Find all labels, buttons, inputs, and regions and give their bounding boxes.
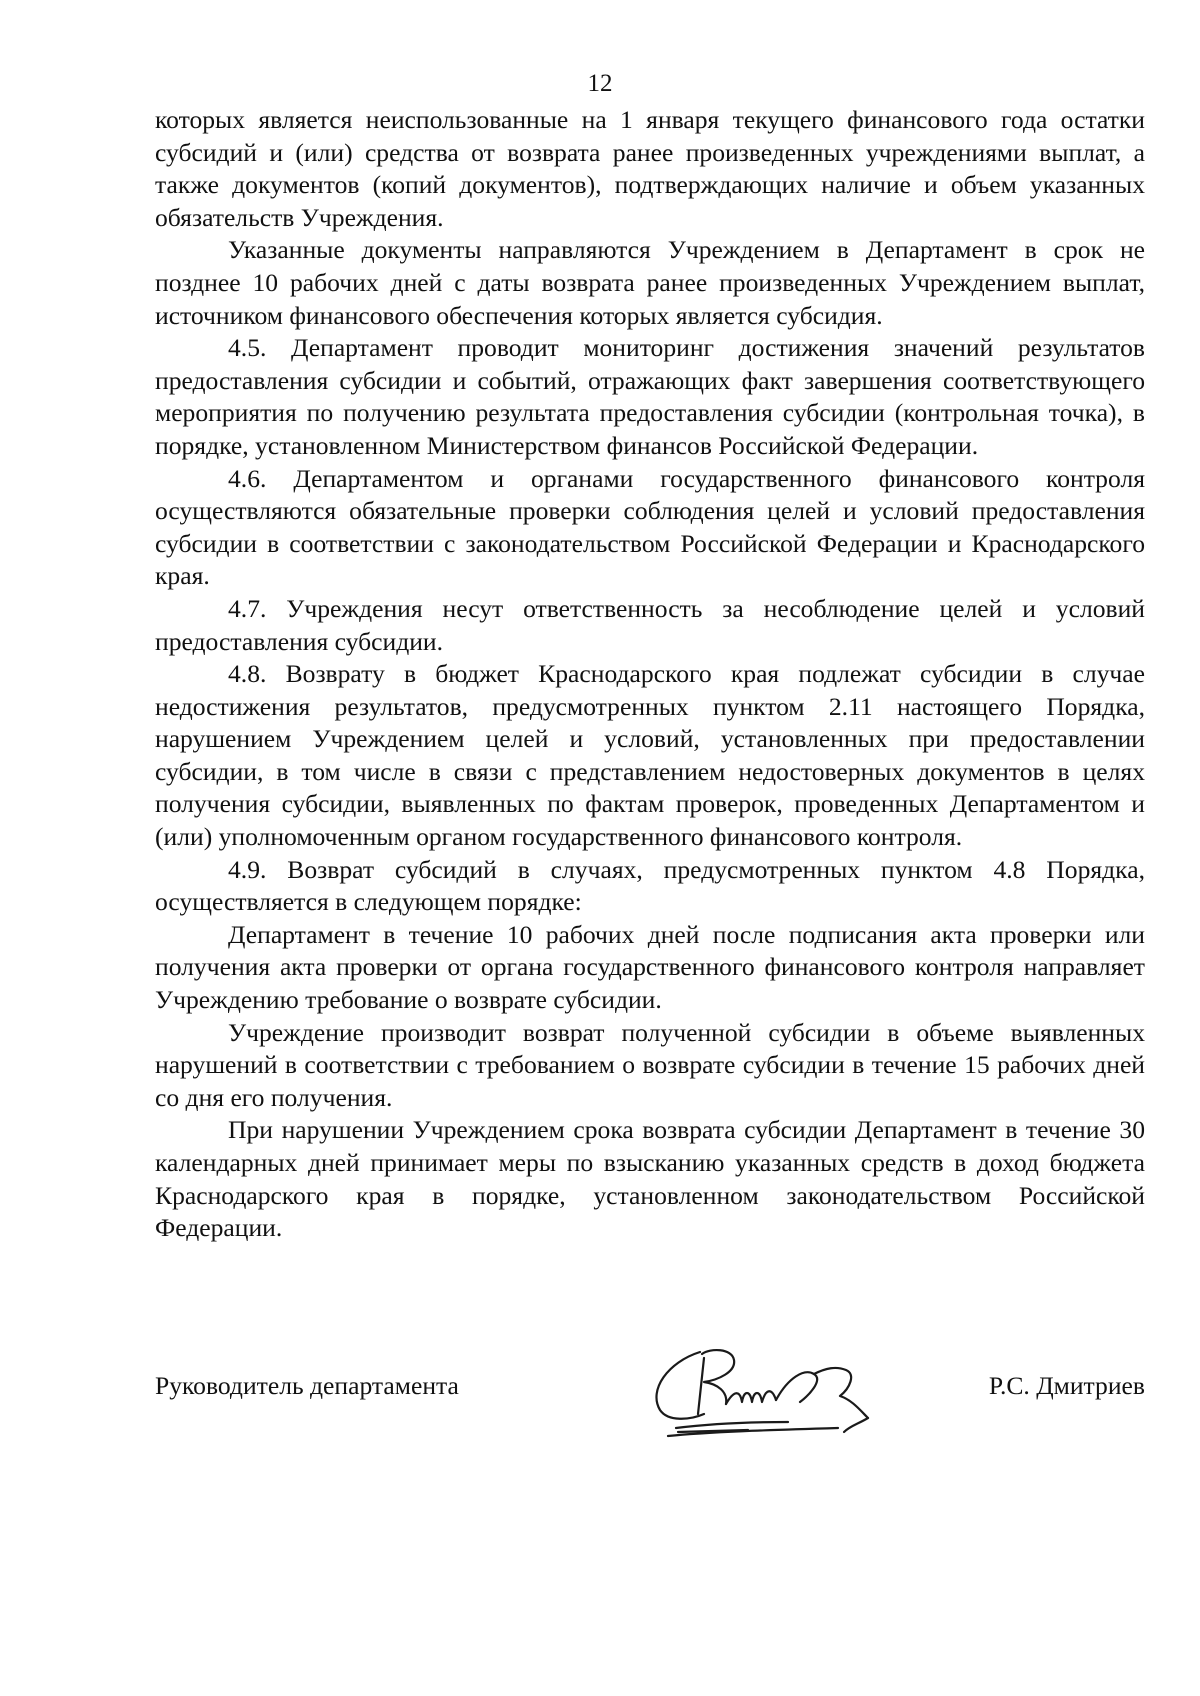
signature-block	[155, 1370, 1145, 1480]
signatory-position: Руководитель департамента	[155, 1371, 459, 1400]
signatory-name: Р.С. Дмитриев	[988, 1371, 1145, 1400]
paragraph-4-8: 4.8. Возврату в бюджет Краснодарского края подлежат субсидии в случае недостижения результатов, предусмотренных пунктом 2.11 настоящего Порядка, нарушением Учреждением целей и условий, установленных при предоставлении субсидии, в том числе в связи с представлением недостоверных документов в целях получения субсидии, выявленных по фактам проверок, проведенных Департаментом и (или) уполномоченным органом государственного финансового контроля.	[155, 659, 1145, 852]
document-body	[155, 104, 1145, 1245]
paragraph-department-demand: Департамент в течение 10 рабочих дней после подписания акта проверки или получения акта проверки от органа государственного финансового контроля направляет Учреждению требование о возврате субсидии.	[155, 919, 1145, 1015]
paragraph-continuation: которых является неиспользованные на 1 января текущего финансового года остатки субсидий и (или) средства от возврата ранее произведенных учреждениями выплат, а также документов (копий документов), подтверждающих наличие и объем указанных обязательств Учреждения.	[155, 105, 1145, 232]
paragraph-4-7: 4.7. Учреждения несут ответственность за несоблюдение целей и условий предоставления субсидии.	[155, 593, 1145, 656]
handwritten-signature	[638, 1338, 898, 1448]
paragraph-4-6: 4.6. Департаментом и органами государственного финансового контроля осуществляются обязательные проверки соблюдения целей и условий предоставления субсидии в соответствии с законодательством Российской Федерации и Краснодарского края.	[155, 463, 1145, 591]
paragraph-documents-deadline: Указанные документы направляются Учреждением в Департамент в срок не позднее 10 рабочих дней с даты возврата ранее произведенных Учреждением выплат, источником финансового обеспечения которых является субсидия.	[155, 235, 1145, 330]
paragraph-institution-return: Учреждение производит возврат полученной субсидии в объеме выявленных нарушений в соответствии с требованием о возврате субсидии в течение 15 рабочих дней со дня его получения.	[155, 1017, 1145, 1112]
paragraph-recovery-measures: При нарушении Учреждением срока возврата субсидии Департамент в течение 30 календарных дней принимает меры по взысканию указанных средств в доход бюджета Краснодарского края в порядке, установленном законодательством Российской Федерации.	[155, 1115, 1145, 1243]
paragraph-4-5: 4.5. Департамент проводит мониторинг достижения значений результатов предоставления субсидии и событий, отражающих факт завершения соответствующего мероприятия по получению результата предоставления субсидии (контрольная точка), в порядке, установленном Министерством финансов Российской Федерации.	[155, 333, 1145, 460]
paragraph-4-9: 4.9. Возврат субсидий в случаях, предусмотренных пунктом 4.8 Порядка, осуществляется в следующем порядке:	[155, 854, 1145, 917]
page-number: 12	[587, 70, 613, 97]
